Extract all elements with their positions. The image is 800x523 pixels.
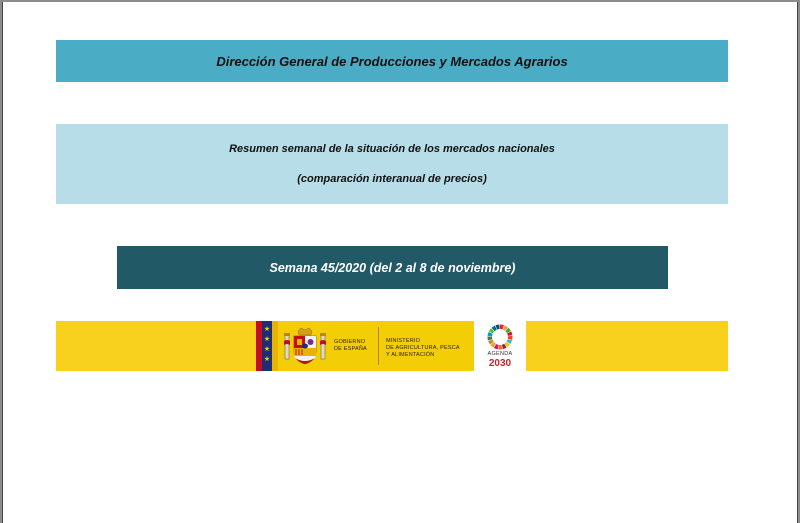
agenda-label: AGENDA: [487, 351, 513, 357]
logo-divider: [378, 327, 379, 365]
summary-band: [56, 124, 728, 204]
logo-strip: [56, 321, 728, 371]
gobierno-text: GOBIERNO DE ESPAÑA: [334, 339, 367, 352]
summary-line-2: (comparación interanual de precios): [297, 173, 487, 185]
summary-line-1: Resumen semanal de la situación de los mercados nacionales: [229, 143, 555, 155]
government-logo: [256, 321, 474, 371]
document-page: [2, 2, 798, 523]
agenda-2030-logo: [474, 321, 526, 371]
sdg-wheel-segment: [488, 336, 493, 340]
sdg-wheel-segment: [498, 345, 502, 350]
week-band: [117, 246, 668, 289]
sdg-color-wheel-icon: [487, 324, 513, 350]
header-title: Dirección General de Producciones y Mercados Agrarios: [216, 53, 568, 69]
sdg-wheel-segment: [508, 336, 513, 340]
ministerio-text: MINISTERIO DE AGRICULTURA, PESCA Y ALIMENTACIÓN: [386, 338, 460, 358]
spain-coat-of-arms-icon: [284, 327, 326, 365]
header-band: [56, 40, 728, 82]
spain-flag-stripe-icon: ★ ★ ★ ★: [256, 321, 278, 371]
agenda-year: 2030: [488, 358, 512, 369]
week-label: Semana 45/2020 (del 2 al 8 de noviembre): [269, 260, 516, 275]
